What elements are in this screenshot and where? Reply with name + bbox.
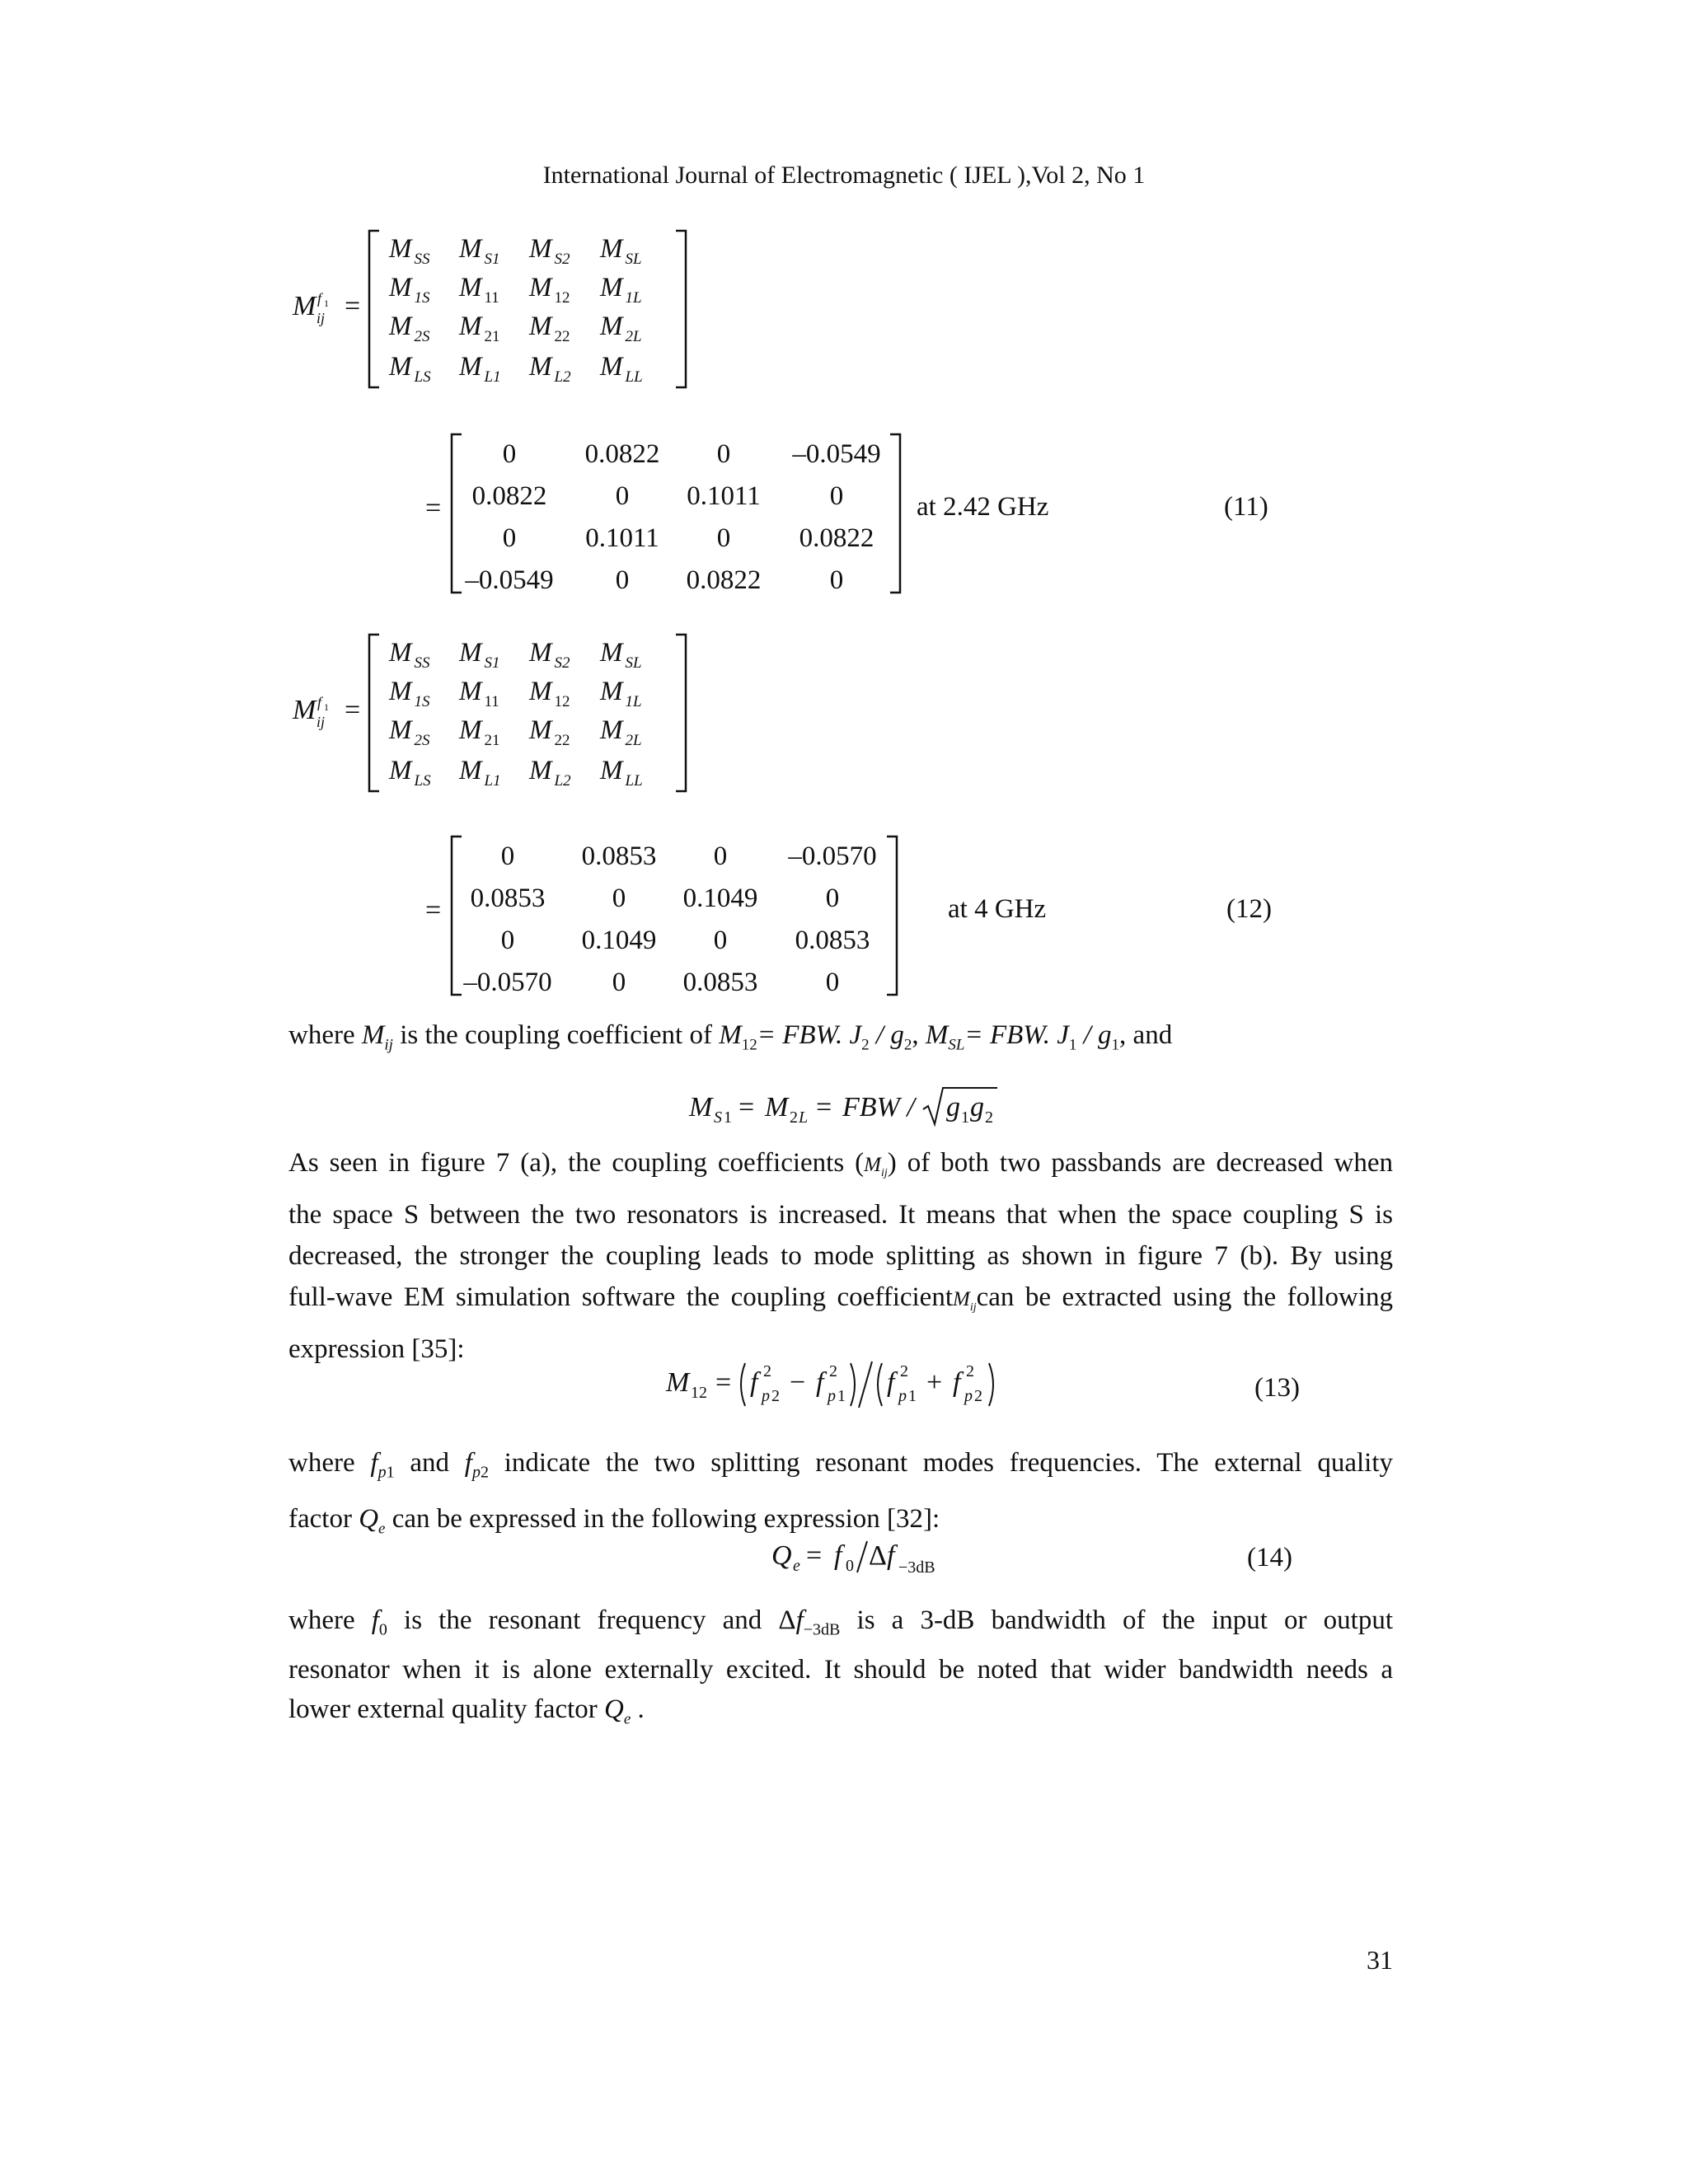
svg-text:=: = xyxy=(738,1092,755,1122)
matrix-cell: M $_{12}$ xyxy=(529,677,570,710)
svg-text:FBW /: FBW / xyxy=(842,1092,915,1122)
matrix-cell: M $_{1L}$ xyxy=(600,273,642,307)
svg-text:f: f xyxy=(953,1367,961,1398)
matrix-value: 0.0853 xyxy=(795,926,870,955)
matrix-cell: M $_{L1}$ xyxy=(459,756,501,790)
svg-text:1: 1 xyxy=(837,1387,846,1405)
matrix-cell: M $_{1L}$ xyxy=(600,677,642,710)
matrix-cell: M $_{1S}$ xyxy=(389,273,430,307)
equals-sign: = xyxy=(345,291,361,321)
left-bracket xyxy=(452,837,462,995)
numeric-matrix-11 xyxy=(420,424,915,606)
matrix-value: –0.0570 xyxy=(788,841,877,871)
matrix-value: 0 xyxy=(829,565,844,595)
paragraph-2: where $f_{p1}$ and $f_{p2}$ indicate the two splitting resonant modes frequencies. The external quality factor $Q_e$ can be expressed in the following expression [32]: xyxy=(288,1448,1393,1538)
lhs-sub: ij xyxy=(316,714,326,730)
symbolic-matrix-1 xyxy=(280,216,709,397)
lhs-sup-sub: 1 xyxy=(324,701,329,713)
lhs-sup: f xyxy=(317,290,322,307)
svg-text:12: 12 xyxy=(691,1384,707,1402)
right-bracket xyxy=(676,231,686,387)
right-bracket xyxy=(890,434,900,593)
svg-text:Q: Q xyxy=(771,1540,792,1571)
svg-text:2: 2 xyxy=(966,1362,974,1380)
svg-text:f: f xyxy=(750,1367,758,1398)
matrix-cell: M $_{LL}$ xyxy=(600,756,643,790)
eq11-condition: at 2.42 GHz xyxy=(917,492,1049,522)
matrix-cell: M $_{S2}$ xyxy=(529,234,570,268)
matrix-value: 0.0853 xyxy=(581,841,657,871)
left-bracket xyxy=(369,635,379,791)
svg-text:1: 1 xyxy=(908,1387,917,1405)
svg-text:−: − xyxy=(790,1367,806,1398)
matrix-cell: M $_{SL}$ xyxy=(600,234,642,268)
left-bracket xyxy=(452,434,462,593)
matrix-lhs xyxy=(292,694,360,730)
svg-text:f: f xyxy=(834,1540,842,1571)
svg-text:1: 1 xyxy=(724,1108,732,1127)
eq11-number: (11) xyxy=(1224,492,1268,522)
svg-text:Δ: Δ xyxy=(869,1540,887,1571)
matrix-value: 0.1011 xyxy=(585,523,659,553)
matrix-value: 0 xyxy=(615,565,630,595)
svg-text:1: 1 xyxy=(961,1108,969,1127)
svg-text:M: M xyxy=(666,1367,690,1398)
eq14-number: (14) xyxy=(1247,1543,1292,1572)
page-number: 31 xyxy=(1367,1945,1393,1975)
matrix-cell: M $_{1S}$ xyxy=(389,677,430,710)
matrix-value: 0 xyxy=(502,439,517,469)
matrix-value: 0.0822 xyxy=(471,481,547,511)
svg-text:f: f xyxy=(887,1367,895,1398)
matrix-cell: M $_{S2}$ xyxy=(529,638,570,672)
matrix-value: 0 xyxy=(825,883,840,913)
matrix-cell: M $_{22}$ xyxy=(529,715,570,749)
svg-text:p: p xyxy=(898,1387,907,1405)
matrix-cell: M $_{SS}$ xyxy=(389,234,430,268)
paragraph-3: where $f_0$ is the resonant frequency and $\Delta f_{-3dB}$ is a 3-dB bandwidth of the input or output resonator when it is alone externally excited. It should be noted that wider bandwidth needs a lower external quality factor $Q_e$ . xyxy=(288,1605,1393,1728)
matrix-cell: M $_{2S}$ xyxy=(389,715,430,749)
matrix-cell: M $_{SS}$ xyxy=(389,638,430,672)
numeric-grid xyxy=(462,841,876,997)
left-bracket xyxy=(369,231,379,387)
lhs-sup: f xyxy=(317,694,322,710)
numeric-grid xyxy=(464,439,880,595)
matrix-value: 0.0853 xyxy=(682,968,758,997)
matrix-cell: M $_{12}$ xyxy=(529,273,570,307)
lhs-sub: ij xyxy=(316,310,326,326)
matrix-cell: M $_{LL}$ xyxy=(600,352,643,386)
matrix-cell: M $_{2L}$ xyxy=(600,312,642,345)
svg-text:g: g xyxy=(970,1092,984,1122)
symbolic-grid xyxy=(388,638,643,790)
matrix-cell: M $_{L2}$ xyxy=(529,756,571,790)
matrix-cell: M $_{L2}$ xyxy=(529,352,571,386)
svg-text:p: p xyxy=(762,1387,770,1405)
lhs-base: M xyxy=(293,291,316,321)
matrix-cell: M $_{21}$ xyxy=(459,312,500,345)
svg-text:p: p xyxy=(964,1387,973,1405)
matrix-value: 0 xyxy=(500,841,515,871)
matrix-value: 0 xyxy=(615,481,630,511)
matrix-value: 0 xyxy=(825,968,840,997)
svg-text:2: 2 xyxy=(771,1387,780,1405)
lhs-base: M xyxy=(293,695,316,725)
paragraph-1: As seen in figure 7 (a), the coupling coefficients $(M_{ij})$ of both two passbands are decreased when the space S between the two resonators is increased. It means that when the space coupling S is decreased, the stronger the coupling leads to mode splitting as shown in figure 7 (b). By using full-wave EM simulation software the coupling coefficientM$_{ij}$can be extracted using the following expression [35]: xyxy=(288,1148,1394,1364)
matrix-cell: M $_{SL}$ xyxy=(600,638,642,672)
matrix-value: 0 xyxy=(612,883,626,913)
matrix-value: 0 xyxy=(713,841,728,871)
svg-text:2: 2 xyxy=(790,1108,798,1127)
svg-text:=: = xyxy=(816,1092,832,1122)
matrix-lhs xyxy=(292,290,360,326)
running-header: International Journal of Electromagnetic ( IJEL ),Vol 2, No 1 xyxy=(542,162,1146,189)
matrix-value: 0.0853 xyxy=(470,883,546,913)
svg-text:=: = xyxy=(806,1540,823,1571)
matrix-cell: M $_{2L}$ xyxy=(600,715,642,749)
equals-sign: = xyxy=(425,895,442,926)
svg-text:2: 2 xyxy=(974,1387,982,1405)
matrix-cell: M $_{L1}$ xyxy=(459,352,501,386)
matrix-value: 0.0822 xyxy=(584,439,660,469)
matrix-cell: M $_{LS}$ xyxy=(389,756,431,790)
matrix-value: 0.0822 xyxy=(686,565,762,595)
matrix-cell: M $_{22}$ xyxy=(529,312,570,345)
matrix-value: 0 xyxy=(713,926,728,955)
numeric-matrix-12 xyxy=(420,827,915,1008)
symbolic-matrix-2 xyxy=(280,620,709,801)
svg-text:2: 2 xyxy=(900,1362,908,1380)
svg-text:M: M xyxy=(765,1092,789,1122)
svg-text:g: g xyxy=(946,1092,960,1122)
matrix-value: 0 xyxy=(716,439,731,469)
svg-text:2: 2 xyxy=(985,1108,993,1127)
svg-text:+: + xyxy=(926,1367,943,1398)
matrix-value: 0.1049 xyxy=(581,926,657,955)
matrix-value: –0.0570 xyxy=(463,968,552,997)
matrix-cell: M $_{S1}$ xyxy=(459,638,500,672)
svg-text:−3dB: −3dB xyxy=(898,1558,935,1577)
svg-text:p: p xyxy=(828,1387,836,1405)
eq12-number: (12) xyxy=(1226,894,1272,924)
svg-text:=: = xyxy=(715,1367,732,1398)
matrix-cell: M $_{11}$ xyxy=(459,273,499,307)
svg-text:S: S xyxy=(714,1108,722,1127)
equals-sign: = xyxy=(425,493,442,523)
matrix-value: 0 xyxy=(716,523,731,553)
matrix-value: 0 xyxy=(612,968,626,997)
eq13-number: (13) xyxy=(1254,1373,1300,1403)
equals-sign: = xyxy=(345,695,361,725)
svg-text:e: e xyxy=(793,1557,800,1575)
equation-13 xyxy=(659,1352,1055,1418)
matrix-value: 0 xyxy=(829,481,844,511)
matrix-value: 0 xyxy=(500,926,515,955)
svg-text:f: f xyxy=(816,1367,824,1398)
symbolic-grid xyxy=(388,234,643,386)
right-bracket xyxy=(887,837,897,995)
matrix-cell: M $_{LS}$ xyxy=(389,352,431,386)
matrix-cell: M $_{21}$ xyxy=(459,715,500,749)
svg-text:0: 0 xyxy=(846,1557,854,1575)
right-bracket xyxy=(676,635,686,791)
svg-text:2: 2 xyxy=(829,1362,837,1380)
eq12-condition: at 4 GHz xyxy=(948,894,1047,924)
matrix-value: 0.0822 xyxy=(799,523,874,553)
matrix-value: 0 xyxy=(502,523,517,553)
matrix-cell: M $_{11}$ xyxy=(459,677,499,710)
matrix-value: –0.0549 xyxy=(465,565,554,595)
svg-text:L: L xyxy=(799,1108,809,1127)
matrix-value: 0.1011 xyxy=(687,481,761,511)
equation-14 xyxy=(767,1535,981,1584)
where-line-1: where $M_{ij}$ is the coupling coefficient of $M_{12}=$ FBW. $J_2 / g_2$, $M_{SL}=$ FBW. $J_1 / g_1$, and xyxy=(288,1020,1173,1054)
matrix-cell: M $_{S1}$ xyxy=(459,234,500,268)
coupling-equation xyxy=(684,1081,1030,1131)
lhs-sup-sub: 1 xyxy=(324,298,329,309)
svg-text:M: M xyxy=(689,1092,713,1122)
svg-text:f: f xyxy=(887,1540,895,1571)
matrix-cell: M $_{2S}$ xyxy=(389,312,430,345)
matrix-value: –0.0549 xyxy=(792,439,881,469)
svg-text:2: 2 xyxy=(763,1362,771,1380)
matrix-value: 0.1049 xyxy=(682,883,758,913)
